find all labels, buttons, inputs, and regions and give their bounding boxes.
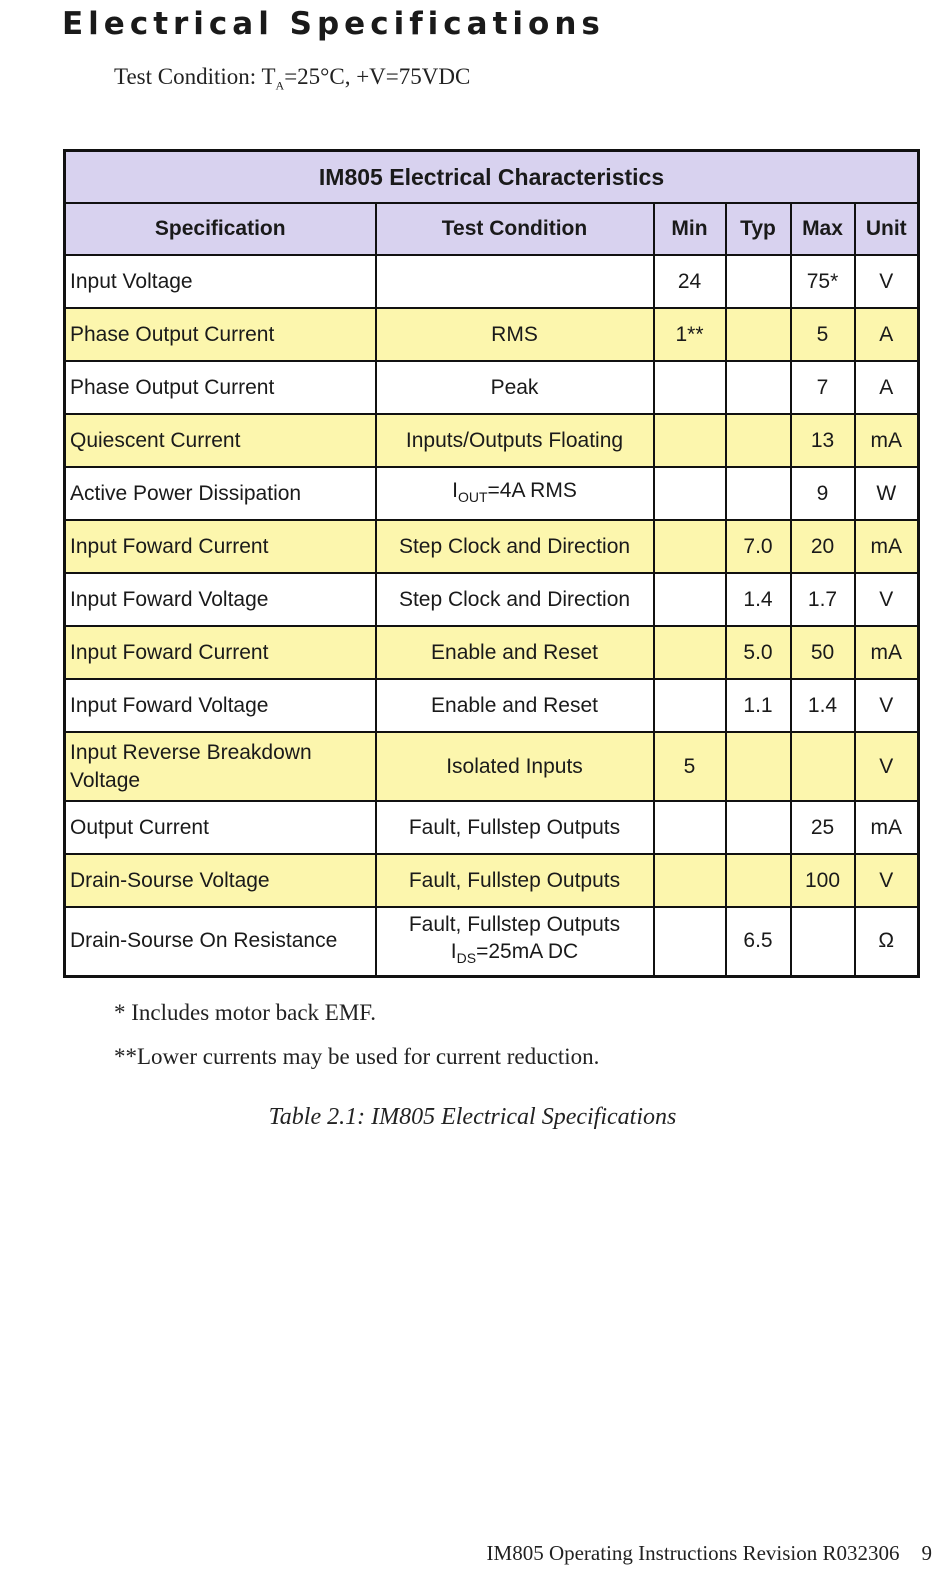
condition-value: =4A RMS xyxy=(487,478,577,502)
test-condition xyxy=(114,64,470,94)
condition-cell: Fault, Fullstep Outputs xyxy=(376,801,654,854)
footer-doc-title: IM805 Operating Instructions Revision R032306 xyxy=(486,1541,900,1565)
condition-symbol: I xyxy=(450,939,457,963)
condition-cell: Enable and Reset xyxy=(376,626,654,679)
test-condition-prefix: Test Condition: T xyxy=(114,64,276,89)
spec-cell: Output Current xyxy=(65,801,376,854)
spec-cell: Active Power Dissipation xyxy=(65,467,376,520)
condition-cell: Step Clock and Direction xyxy=(376,573,654,626)
condition-cell: RMS xyxy=(376,308,654,361)
spec-cell: Input Foward Voltage xyxy=(65,679,376,732)
section-heading: Electrical Specifications xyxy=(62,6,605,42)
page-number: 9 xyxy=(921,1541,932,1565)
spec-cell: Input Voltage xyxy=(65,255,376,308)
table-header-row xyxy=(65,203,919,255)
min-cell xyxy=(654,907,726,976)
max-cell: 50 xyxy=(791,626,855,679)
spec-cell xyxy=(65,732,376,801)
typ-cell xyxy=(726,732,791,801)
typ-cell: 6.5 xyxy=(726,907,791,976)
table-row xyxy=(65,801,919,854)
typ-cell xyxy=(726,255,791,308)
typ-cell xyxy=(726,361,791,414)
condition-line-1: Fault, Fullstep Outputs xyxy=(408,912,621,936)
max-cell: 25 xyxy=(791,801,855,854)
table-row xyxy=(65,573,919,626)
footnote-back-emf: * Includes motor back EMF. xyxy=(114,1000,376,1025)
condition-cell: Step Clock and Direction xyxy=(376,520,654,573)
unit-cell: A xyxy=(855,361,919,414)
unit-cell: Ω xyxy=(855,907,919,976)
condition-symbol: I xyxy=(452,478,458,502)
min-cell xyxy=(654,573,726,626)
min-cell: 1** xyxy=(654,308,726,361)
spec-cell: Drain-Sourse Voltage xyxy=(65,854,376,907)
unit-cell: W xyxy=(855,467,919,520)
min-cell xyxy=(654,801,726,854)
max-cell: 13 xyxy=(791,414,855,467)
typ-cell: 7.0 xyxy=(726,520,791,573)
condition-cell xyxy=(376,255,654,308)
spec-cell: Phase Output Current xyxy=(65,361,376,414)
table-title: IM805 Electrical Characteristics xyxy=(65,151,919,204)
typ-cell: 1.4 xyxy=(726,573,791,626)
max-cell: 100 xyxy=(791,854,855,907)
header-test-condition: Test Condition xyxy=(376,203,654,255)
table-row xyxy=(65,308,919,361)
condition-cell: Inputs/Outputs Floating xyxy=(376,414,654,467)
min-cell xyxy=(654,414,726,467)
table-row xyxy=(65,361,919,414)
table-row xyxy=(65,255,919,308)
header-typ: Typ xyxy=(726,203,791,255)
condition-cell: Enable and Reset xyxy=(376,679,654,732)
typ-cell: 1.1 xyxy=(726,679,791,732)
min-cell xyxy=(654,520,726,573)
header-unit: Unit xyxy=(855,203,919,255)
spec-cell: Phase Output Current xyxy=(65,308,376,361)
header-specification: Specification xyxy=(65,203,376,255)
electrical-characteristics-table xyxy=(63,149,920,978)
max-cell: 1.4 xyxy=(791,679,855,732)
min-cell xyxy=(654,467,726,520)
max-cell: 5 xyxy=(791,308,855,361)
typ-cell xyxy=(726,308,791,361)
test-condition-subscript: A xyxy=(275,78,285,93)
table-row xyxy=(65,626,919,679)
unit-cell: V xyxy=(855,732,919,801)
typ-cell xyxy=(726,467,791,520)
unit-cell: mA xyxy=(855,801,919,854)
table-row xyxy=(65,854,919,907)
max-cell: 9 xyxy=(791,467,855,520)
min-cell: 24 xyxy=(654,255,726,308)
unit-cell: A xyxy=(855,308,919,361)
spec-cell: Drain-Sourse On Resistance xyxy=(65,907,376,976)
table-row xyxy=(65,414,919,467)
table-caption: Table 2.1: IM805 Electrical Specifications xyxy=(268,1104,677,1130)
max-cell xyxy=(791,732,855,801)
unit-cell: mA xyxy=(855,520,919,573)
min-cell xyxy=(654,679,726,732)
unit-cell: mA xyxy=(855,414,919,467)
condition-subscript: OUT xyxy=(457,488,488,505)
condition-subscript: DS xyxy=(456,949,477,966)
condition-cell xyxy=(376,467,654,520)
table-row xyxy=(65,467,919,520)
min-cell xyxy=(654,361,726,414)
unit-cell: mA xyxy=(855,626,919,679)
condition-cell: Peak xyxy=(376,361,654,414)
min-cell xyxy=(654,854,726,907)
typ-cell xyxy=(726,854,791,907)
spec-cell: Input Foward Voltage xyxy=(65,573,376,626)
max-cell xyxy=(791,907,855,976)
table-row xyxy=(65,732,919,801)
max-cell: 1.7 xyxy=(791,573,855,626)
spec-line-2: Voltage xyxy=(70,768,141,792)
unit-cell: V xyxy=(855,679,919,732)
footnote-current-reduction: **Lower currents may be used for current reduction. xyxy=(114,1044,600,1069)
header-min: Min xyxy=(654,203,726,255)
min-cell: 5 xyxy=(654,732,726,801)
min-cell xyxy=(654,626,726,679)
unit-cell: V xyxy=(855,255,919,308)
condition-cell xyxy=(376,907,654,976)
test-condition-suffix: =25°C, +V=75VDC xyxy=(284,64,471,89)
max-cell: 20 xyxy=(791,520,855,573)
unit-cell: V xyxy=(855,854,919,907)
max-cell: 7 xyxy=(791,361,855,414)
spec-cell: Input Foward Current xyxy=(65,626,376,679)
spec-cell: Input Foward Current xyxy=(65,520,376,573)
header-max: Max xyxy=(791,203,855,255)
typ-cell: 5.0 xyxy=(726,626,791,679)
table-row xyxy=(65,679,919,732)
spec-cell: Quiescent Current xyxy=(65,414,376,467)
table-row xyxy=(65,520,919,573)
unit-cell: V xyxy=(855,573,919,626)
condition-cell: Fault, Fullstep Outputs xyxy=(376,854,654,907)
condition-value: =25mA DC xyxy=(476,939,579,963)
typ-cell xyxy=(726,801,791,854)
table-row xyxy=(65,907,919,976)
typ-cell xyxy=(726,414,791,467)
max-cell: 75* xyxy=(791,255,855,308)
footnotes xyxy=(114,1000,599,1088)
spec-line-1: Input Reverse Breakdown xyxy=(70,740,312,764)
page-footer xyxy=(487,1541,932,1566)
condition-cell: Isolated Inputs xyxy=(376,732,654,801)
